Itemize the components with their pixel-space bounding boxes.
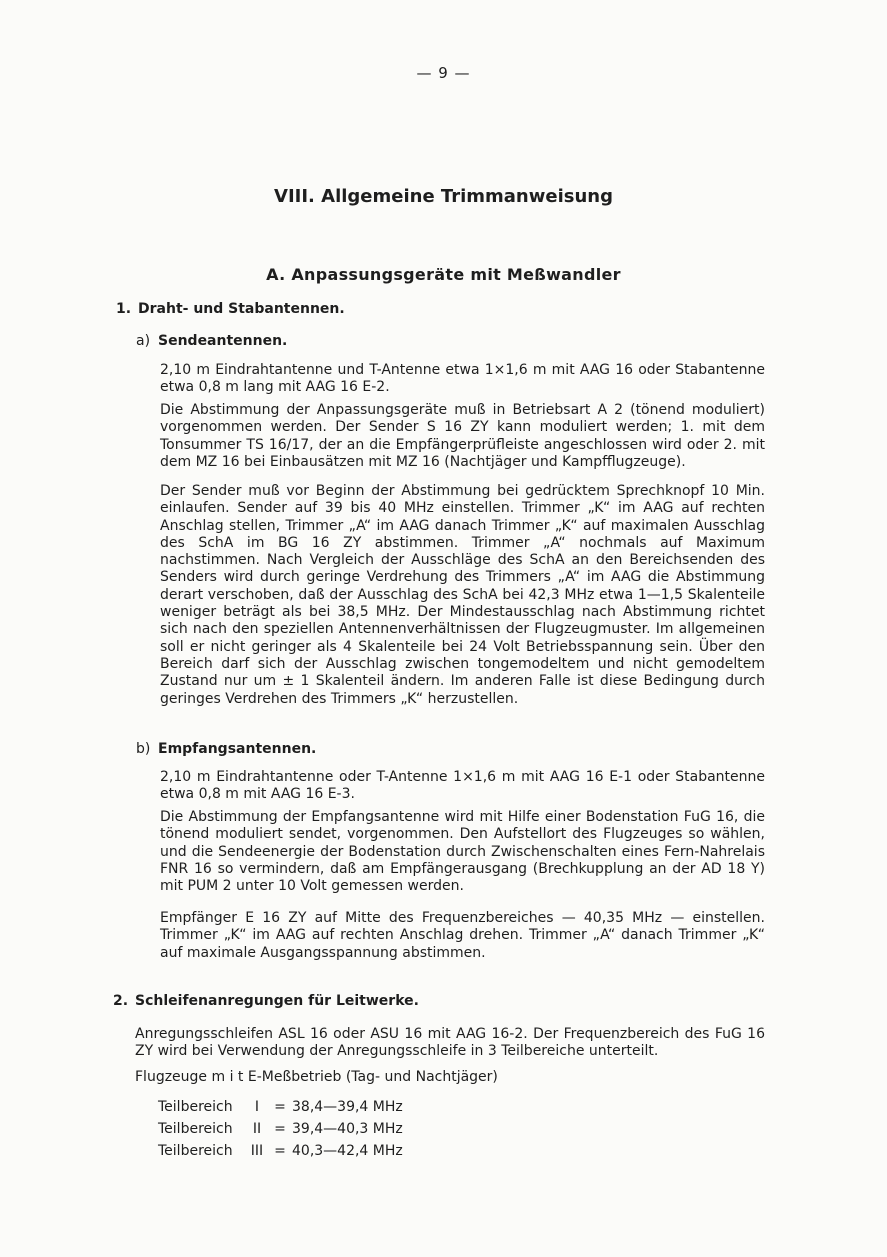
section-1-title: Draht- und Stabantennen. <box>138 301 345 317</box>
range-equals: = <box>274 1121 286 1137</box>
section-2-number: 2. <box>113 993 129 1009</box>
subsection-b-label: b) <box>136 741 151 757</box>
range-label: Teilbereich <box>158 1099 233 1115</box>
sendeantennen-paragraph-3: Der Sender muß vor Beginn der Abstimmung bei gedrücktem Sprechknopf 10 Min. einlaufen. Sender auf 39 bis 40 MHz einstellen. Trimmer „K“ im AAG auf rechten Anschlag stellen, Trimmer „A“ im AAG danach Trimmer „K“ auf maximalen Ausschlag des SchA im BG 16 ZY abstimmen. Trimmer „A“ nochmals auf Maximum nachstimmen. Nach Vergleich der Ausschläge des SchA an den Bereichsenden des Senders wird durch geringe Verdrehung des Trimmers „A“ im AAG die Abstimmung derart verschoben, daß der Ausschlag des SchA bei 42,3 MHz etwa 1—1,5 Skalenteile weniger beträgt als bei 38,5 MHz. Der Mindestausschlag nach Abstimmung richtet sich nach den speziellen Antennenverhältnissen der Flugzeugmuster. Im allgemeinen soll er nicht geringer als 4 Skalenteile bei 24 Volt Betriebsspannung sein. Über den Bereich darf sich der Ausschlag zwischen tongemodeltem und nicht gemodeltem Zustand nur um ± 1 Skalenteil ändern. Im anderen Falle ist diese Bedingung durch geringes Verdrehen des Trimmers „K“ herzustellen. <box>160 483 765 707</box>
range-value: 39,4—40,3 MHz <box>292 1121 403 1137</box>
schleifen-paragraph-2: Flugzeuge m i t E-Meßbetrieb (Tag- und Nachtjäger) <box>135 1069 498 1085</box>
range-label: Teilbereich <box>158 1121 233 1137</box>
range-label: Teilbereich <box>158 1143 233 1159</box>
empfangsantennen-paragraph-1: 2,10 m Eindrahtantenne oder T-Antenne 1×1,6 m mit AAG 16 E-1 oder Stabantenne etwa 0,8 m mit AAG 16 E-3. <box>160 769 765 803</box>
range-equals: = <box>274 1143 286 1159</box>
range-row <box>158 1096 403 1118</box>
range-row <box>158 1140 403 1162</box>
range-equals: = <box>274 1099 286 1115</box>
sendeantennen-paragraph-2: Die Abstimmung der Anpassungsgeräte muß in Betriebsart A 2 (tönend moduliert) vorgenommen werden. Der Sender S 16 ZY kann moduliert werden; 1. mit dem Tonsummer TS 16/17, der an die Empfängerprüfleiste angeschlossen wird oder 2. mit dem MZ 16 bei Einbausätzen mit MZ 16 (Nachtjäger und Kampfflugzeuge). <box>160 402 765 470</box>
page-number: — 9 — <box>416 64 471 82</box>
schleifen-paragraph-1: Anregungsschleifen ASL 16 oder ASU 16 mit AAG 16-2. Der Frequenzbereich des FuG 16 ZY wird bei Verwendung der Anregungsschleife in 3 Teilbereiche unterteilt. <box>135 1026 765 1060</box>
section-2-title: Schleifenanregungen für Leitwerke. <box>135 993 419 1009</box>
chapter-title: VIII. Allgemeine Trimmanweisung <box>274 186 613 207</box>
section-a-title: A. Anpassungsgeräte mit Meßwandler <box>266 265 621 284</box>
section-1-heading <box>116 301 345 317</box>
subsection-b-title: Empfangsantennen. <box>158 741 317 757</box>
section-1-number: 1. <box>116 301 132 317</box>
section-2-heading <box>113 993 419 1009</box>
range-roman: III <box>250 1143 264 1159</box>
subsection-b-heading <box>136 741 316 757</box>
range-roman: II <box>252 1121 262 1137</box>
range-value: 40,3—42,4 MHz <box>292 1143 403 1159</box>
range-roman: I <box>254 1099 260 1115</box>
range-row <box>158 1118 403 1140</box>
range-value: 38,4—39,4 MHz <box>292 1099 403 1115</box>
empfangsantennen-paragraph-3: Empfänger E 16 ZY auf Mitte des Frequenzbereiches — 40,35 MHz — einstellen. Trimmer „K“ im AAG auf rechten Anschlag drehen. Trimmer „A“ danach Trimmer „K“ auf maximale Ausgangsspannung abstimmen. <box>160 910 765 961</box>
subsection-a-heading <box>136 333 287 349</box>
sendeantennen-paragraph-1: 2,10 m Eindrahtantenne und T-Antenne etwa 1×1,6 m mit AAG 16 oder Stabantenne etwa 0,8 m lang mit AAG 16 E-2. <box>160 362 765 396</box>
subsection-a-title: Sendeantennen. <box>158 333 288 349</box>
subsection-a-label: a) <box>136 333 151 349</box>
empfangsantennen-paragraph-2: Die Abstimmung der Empfangsantenne wird mit Hilfe einer Bodenstation FuG 16, die tönend moduliert sendet, vorgenommen. Den Aufstellort des Flugzeuges so wählen, und die Sendeenergie der Bodenstation durch Zwischenschalten eines Fern-Nahrelais FNR 16 so vermindern, daß am Empfängerausgang (Brechkupplung an der AD 18 Y) mit PUM 2 unter 10 Volt gemessen werden. <box>160 809 765 895</box>
